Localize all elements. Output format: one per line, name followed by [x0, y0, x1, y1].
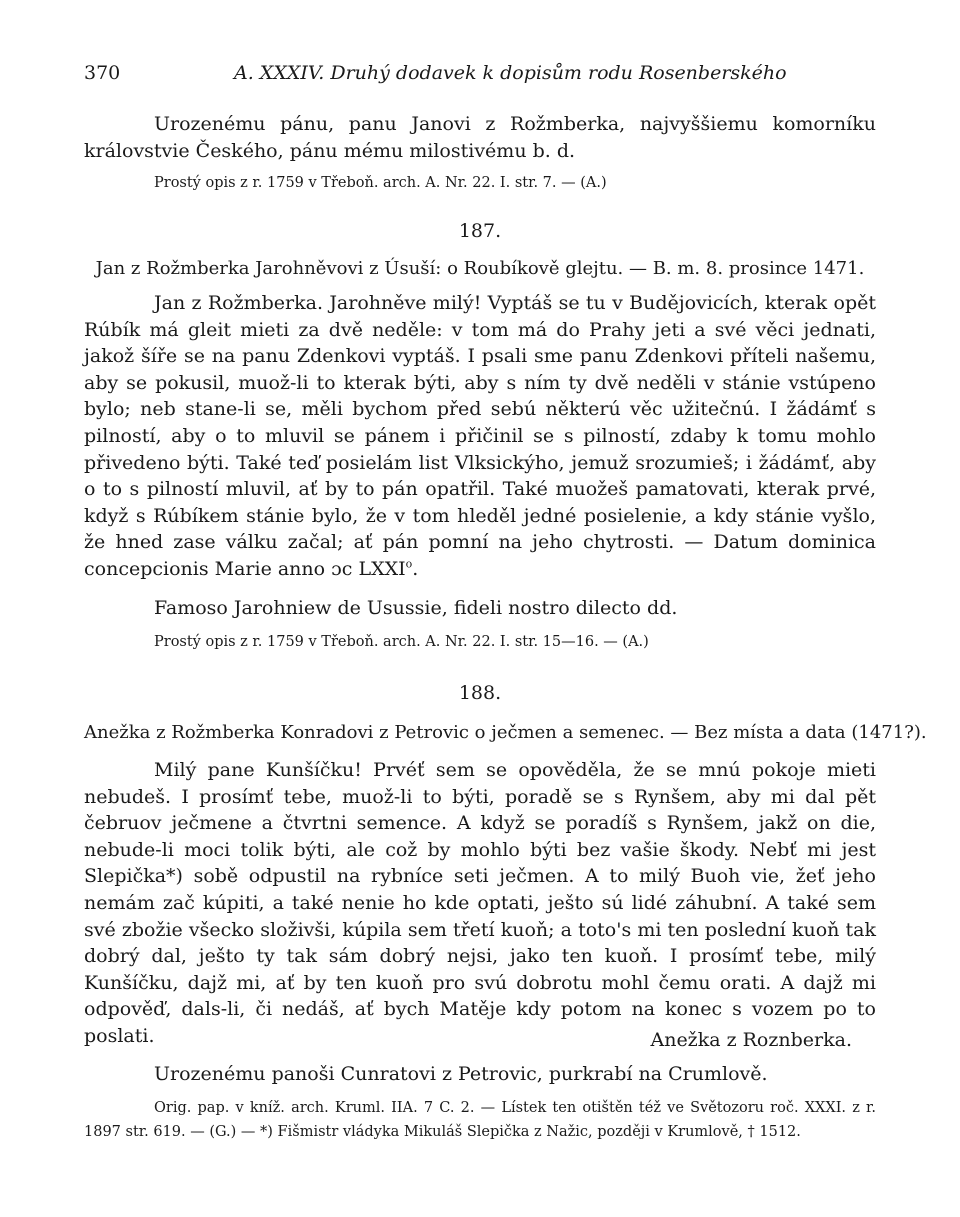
letter-187-number: 187. — [458, 220, 502, 242]
letter-187-regest: Jan z Rožmberka Jarohněvovi z Úsuší: o Roubíkově glejtu. — B. m. 8. prosince 1471. — [95, 258, 865, 279]
letter-188-body: Milý pane Kunšíčku! Prvéť sem se opověděla, že se mnú pokoje mieti nebudeš. I prosímť tebe, muož-li to býti, poradě se s Rynšem, aby mi dal pět čebruov ječmene a čtvrtni semence. A když se poradíš s Rynšem, jakž on die, nebude-li moci tolik býti, ale což by mohlo býti bez vašie škody. Nebť mi jest Slepička*) sobě odpustil na rybníce seti ječmen. A to milý Buoh vie, žeť jeho nemám zač kúpiti, a také nenie ho kde optati, ješto sú lidé záhubní. A také sem své zbožie všecko složivši, kúpila sem třetí kuoň; a toto's mi ten poslední kuoň tak dobrý dal, ješto ty tak sám dobrý nejsi, jako ten kuoň. I prosímť tebe, milý Kunšíčku, dajž mi, ať by ten kuoň pro svú dobrotu mohl čemu orati. A dajž mi odpověď, dals-li, či nedáš, ať bych Matěje kdy potom na konec s vozem po to poslati. — [84, 759, 876, 1047]
letter-188-source-note: Orig. pap. v kníž. arch. Kruml. IIA. 7 C. 2. — Lístek ten otištěn též ve Světozoru roč. XXXI. z r. 1897 str. 619. — (G.) — *) Fišmistr vládyka Mikuláš Slepička z Nažic, později v Krumlově, † 1512. — [84, 1100, 876, 1140]
letter-187-body — [84, 290, 876, 583]
page-header — [84, 62, 876, 90]
letter-187-source-note: Prostý opis z r. 1759 v Třeboň. arch. A. Nr. 22. I. str. 15—16. — (A.) — [154, 634, 649, 650]
letter-188-number: 188. — [458, 682, 502, 704]
letter-188-regest: Anežka z Rožmberka Konradovi z Petrovic o ječmen a semenec. — Bez místa a data (1471?). — [84, 722, 927, 743]
letter-187-address: Famoso Jarohniew de Usussie, fideli nostro dilecto dd. — [154, 597, 678, 619]
letter-188-address: Urozenému panoši Cunratovi z Petrovic, purkrabí na Crumlově. — [154, 1063, 768, 1085]
page-number: 370 — [84, 62, 121, 84]
letter-187-body-end: . — [412, 557, 419, 580]
running-title: A. XXXIV. Druhý dodavek k dopisům rodu Rosenberského — [234, 62, 787, 84]
intro-address: Urozenému pánu, panu Janovi z Rožmberka, najvyššiemu komorníku královstvie Českého, pánu mému milostivému b. d. — [84, 113, 876, 162]
intro-source-note: Prostý opis z r. 1759 v Třeboň. arch. A. Nr. 22. I. str. 7. — (A.) — [154, 175, 607, 191]
letter-187-body-text: Jan z Rožmberka. Jarohněve milý! Vyptáš se tu v Budějovicích, kterak opět Rúbík má gleit mieti za dvě neděle: v tom má do Prahy jeti a své věci jednati, jakož šíře se na panu Zdenkovi vyptáš. I psali sme panu Zdenkovi příteli našemu, aby se pokusil, muož-li to kterak býti, aby s ním ty dvě neděli v stánie vstúpeno bylo; neb stane-li se, měli bychom před sebú některú věc užitečnú. I žádámť s pilností, aby o to mluvil se pánem i přičinil se s pilností, zdaby k tomu mohlo přivedeno býti. Také teď posielám list Vlksickýho, jemuž srozumieš; i žádámť, aby o to s pilností mluvil, ať by to pán opatřil. Také muožeš pamatovati, kterak prvé, když s Rúbíkem stánie bylo, že v tom hleděl jedné posielenie, a kdy stánie vyšlo, že hned zase válku začal; ať pán pomní na jeho chytrosti. — Datum dominica concepcionis Marie anno ɔc LXXI — [84, 292, 876, 580]
letter-188-signature: Anežka z Roznberka. — [650, 1029, 852, 1051]
letter-187-body-superscript: o — [405, 557, 413, 571]
